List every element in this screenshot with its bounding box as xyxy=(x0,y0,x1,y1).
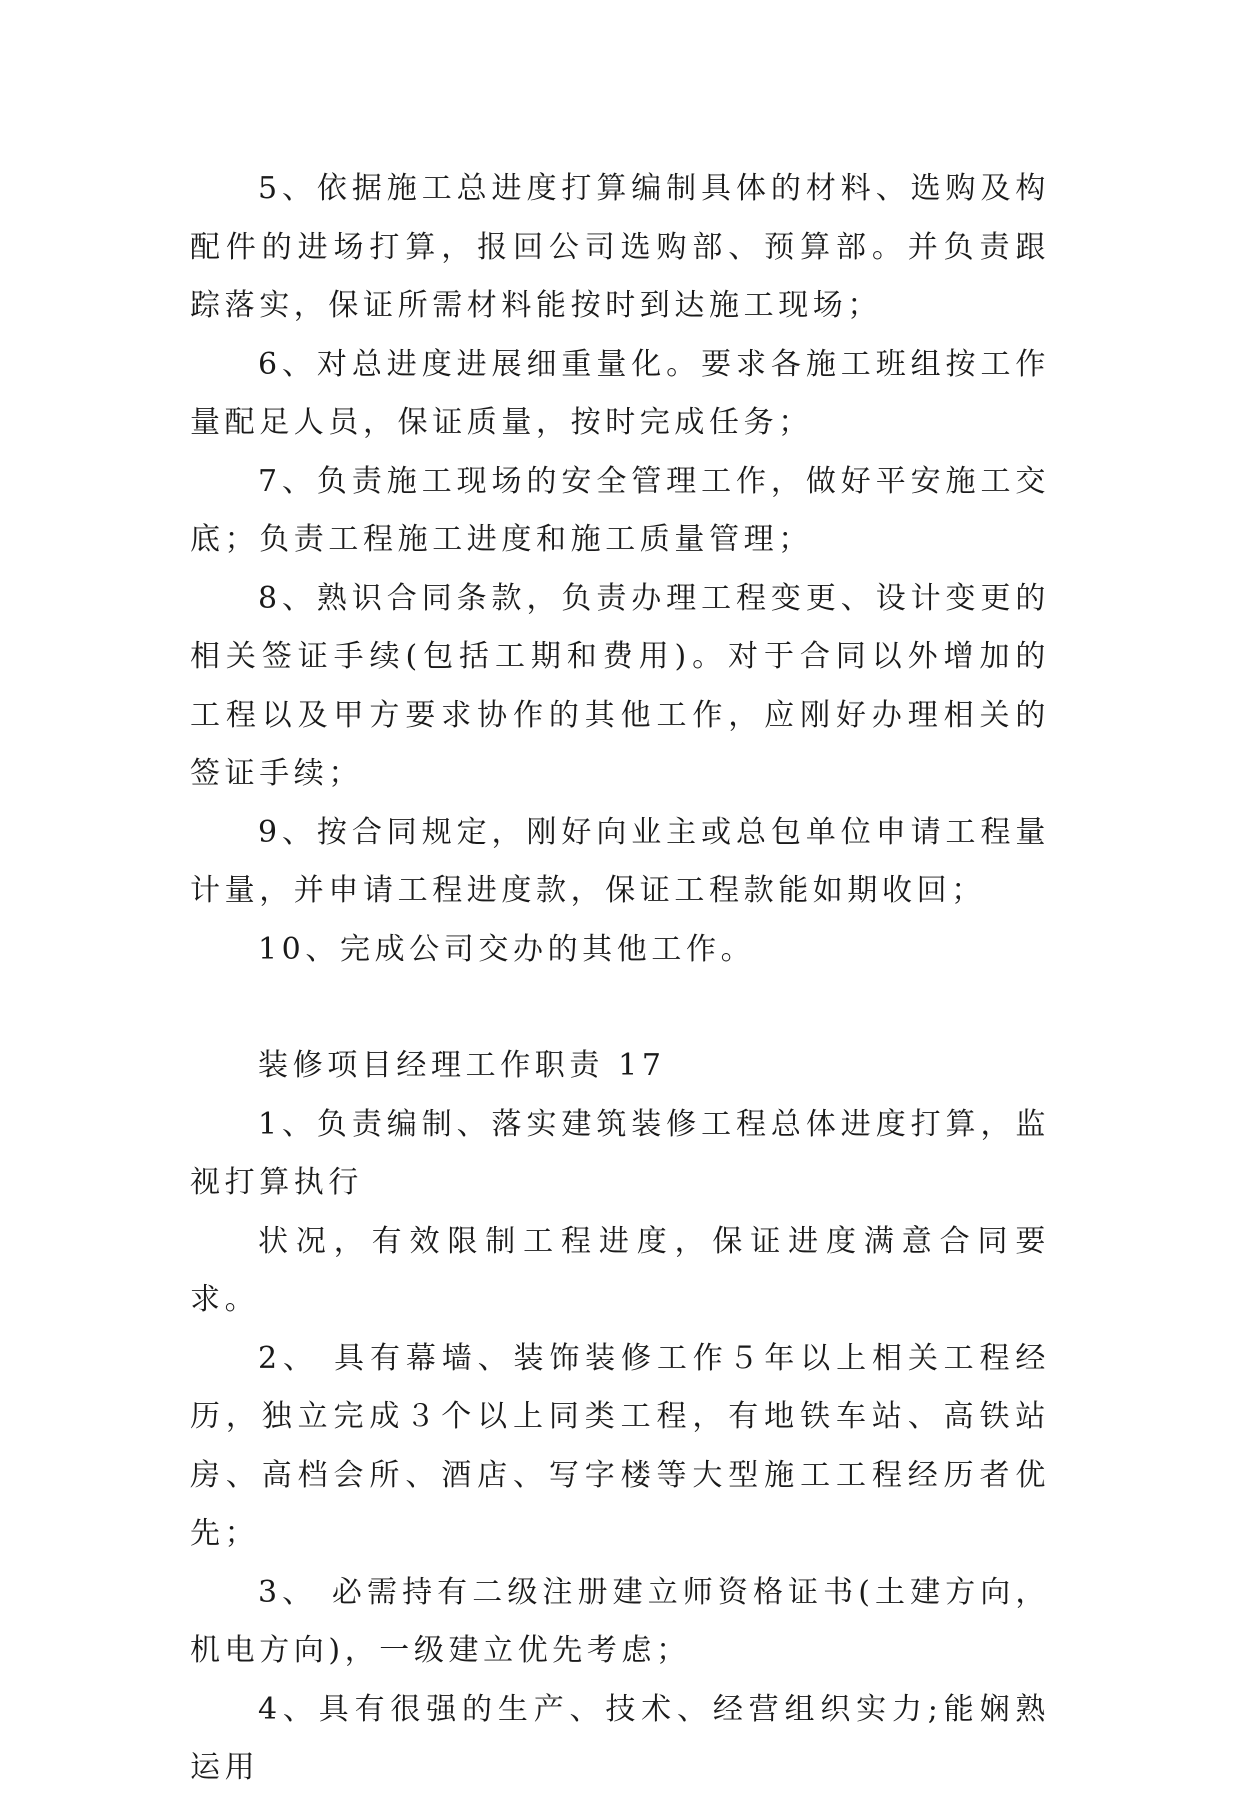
paragraph-item-10: 10、完成公司交办的其他工作。 xyxy=(258,931,756,967)
paragraph-duty-2: 2、 具有幕墙、装饰装修工作５年以上相关工程经历，独立完成３个以上同类工程，有地铁车站、高铁站房、高档会所、酒店、写字楼等大型施工工程经历者优先； xyxy=(190,1340,1050,1551)
paragraph-item-7: 7、负责施工现场的安全管理工作，做好平安施工交底；负责工程施工进度和施工质量管理； xyxy=(190,463,1050,557)
paragraph-duty-1-continued: 状况，有效限制工程进度，保证进度满意合同要求。 xyxy=(190,1223,1050,1317)
paragraph-duty-4: 4、具有很强的生产、技术、经营组织实力;能娴熟运用 xyxy=(190,1691,1050,1785)
paragraph-item-9: 9、按合同规定，刚好向业主或总包单位申请工程量计量，并申请工程进度款，保证工程款能如期收回； xyxy=(190,814,1050,908)
paragraph-item-5: 5、依据施工总进度打算编制具体的材料、选购及构配件的进场打算，报回公司选购部、预算部。并负责跟踪落实，保证所需材料能按时到达施工现场； xyxy=(190,171,1050,323)
document-body xyxy=(190,160,1050,1798)
paragraph-item-8: 8、熟识合同条款，负责办理工程变更、设计变更的相关签证手续(包括工期和费用)。对于合同以外增加的工程以及甲方要求协作的其他工作，应刚好办理相关的签证手续； xyxy=(190,580,1050,791)
section-title: 装修项目经理工作职责 17 xyxy=(258,1048,666,1083)
paragraph-item-6: 6、对总进度进展细重量化。要求各施工班组按工作量配足人员，保证质量，按时完成任务； xyxy=(190,346,1050,440)
paragraph-duty-3: 3、 必需持有二级注册建立师资格证书(土建方向，机电方向)，一级建立优先考虑； xyxy=(190,1574,1050,1668)
paragraph-duty-1: 1、负责编制、落实建筑装修工程总体进度打算，监视打算执行 xyxy=(190,1106,1050,1200)
